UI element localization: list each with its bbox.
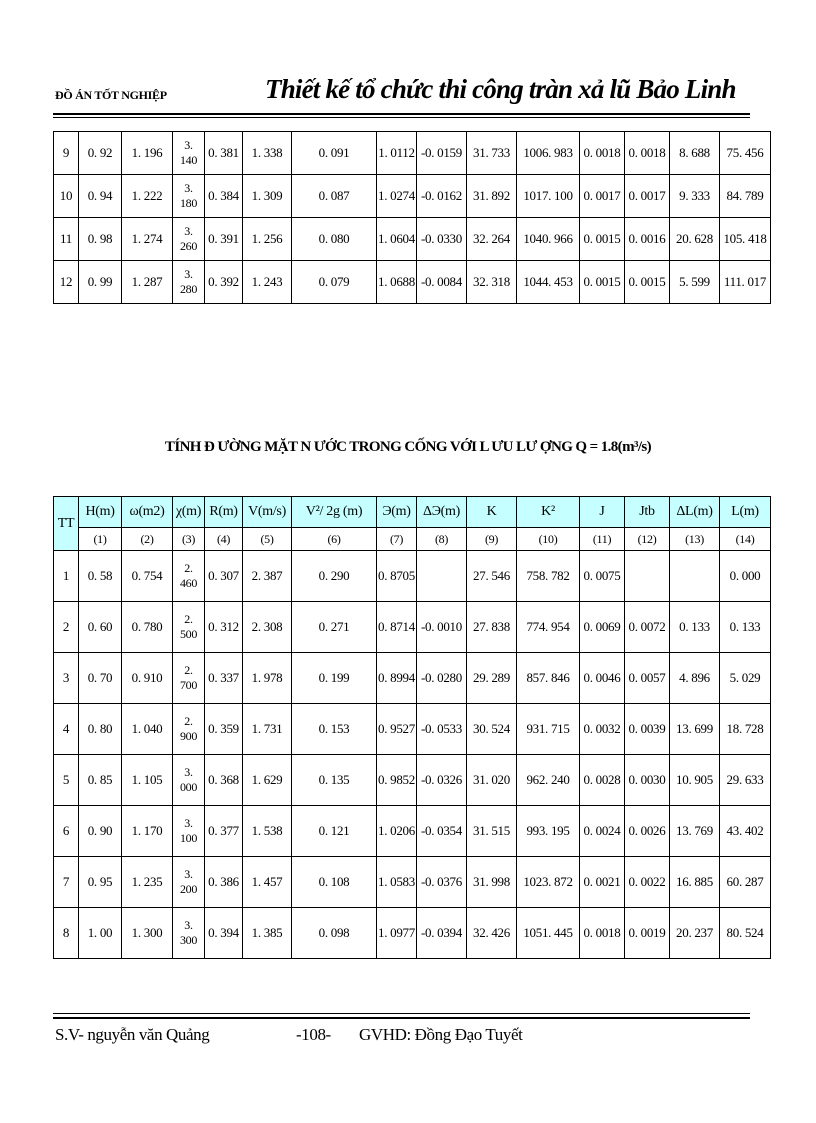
column-header: ΔЭ(m) — [417, 497, 467, 528]
column-header: K — [467, 497, 517, 528]
table-cell: 0. 0028 — [580, 755, 625, 806]
table-row — [54, 602, 771, 653]
top-table — [53, 131, 771, 304]
table-cell: 9 — [54, 132, 79, 175]
table-cell: 80. 524 — [720, 908, 771, 959]
table-cell: 0. 0017 — [580, 175, 625, 218]
table-cell: 0. 381 — [205, 132, 243, 175]
table-cell: 1. 235 — [122, 857, 173, 908]
cell-line: 2. — [184, 561, 193, 575]
table-cell: -0. 0326 — [417, 755, 467, 806]
column-header: K² — [517, 497, 580, 528]
table-cell: 0. 091 — [292, 132, 377, 175]
column-header: J — [580, 497, 625, 528]
table-cell: 0. 99 — [79, 261, 122, 304]
table-cell: 8 — [54, 908, 79, 959]
column-number: (6) — [292, 528, 377, 551]
table-cell: 11 — [54, 218, 79, 261]
table-cell: 0. 80 — [79, 704, 122, 755]
table-cell: 0. 080 — [292, 218, 377, 261]
table-cell: 1. 629 — [243, 755, 292, 806]
table-cell: 0. 386 — [205, 857, 243, 908]
table-cell: 1. 170 — [122, 806, 173, 857]
table-cell: -0. 0330 — [417, 218, 467, 261]
table-cell: 0. 368 — [205, 755, 243, 806]
cell-line: 3. — [184, 918, 193, 932]
table-cell: 0. 0075 — [580, 551, 625, 602]
table-cell: 1006. 983 — [517, 132, 580, 175]
cell-line: 180 — [179, 196, 198, 210]
table-cell: 4. 896 — [670, 653, 720, 704]
table-cell: 0. 94 — [79, 175, 122, 218]
table-cell: 1. 040 — [122, 704, 173, 755]
column-header: V²/ 2g (m) — [292, 497, 377, 528]
table-row — [54, 857, 771, 908]
table-cell: 0. 0018 — [625, 132, 670, 175]
table-cell: 1. 105 — [122, 755, 173, 806]
table-cell: 0. 337 — [205, 653, 243, 704]
header-left-label: ĐỒ ÁN TỐT NGHIỆP — [55, 88, 167, 102]
header-rule-thin — [53, 117, 750, 118]
cell-line: 260 — [179, 239, 198, 253]
table-cell — [625, 551, 670, 602]
cell-line: 3. — [184, 867, 193, 881]
table-cell: 0. 135 — [292, 755, 377, 806]
table-cell: 1. 978 — [243, 653, 292, 704]
cell-line: 460 — [179, 576, 198, 590]
table-cell: 0. 098 — [292, 908, 377, 959]
table-cell: 3 — [54, 653, 79, 704]
table-cell: 0. 391 — [205, 218, 243, 261]
table-cell: 60. 287 — [720, 857, 771, 908]
table-cell: 8. 688 — [670, 132, 720, 175]
table-cell: 0. 8714 — [377, 602, 417, 653]
table-cell — [173, 908, 205, 959]
table-cell: 0. 377 — [205, 806, 243, 857]
table-cell: 27. 838 — [467, 602, 517, 653]
cell-line: 500 — [179, 627, 198, 641]
table-cell: 1. 243 — [243, 261, 292, 304]
table-cell: 12 — [54, 261, 79, 304]
column-header: ω(m2) — [122, 497, 173, 528]
cell-line: 3. — [184, 267, 193, 281]
table-cell: 0. 0022 — [625, 857, 670, 908]
table-cell — [173, 175, 205, 218]
table-cell: 0. 0015 — [580, 218, 625, 261]
footer-page-number: -108- — [296, 1025, 331, 1044]
table-cell: 1. 309 — [243, 175, 292, 218]
table-cell: 1. 287 — [122, 261, 173, 304]
document-title: Thiết kế tổ chức thi công tràn xả lũ Bảo Linh — [265, 74, 736, 104]
table-cell: 0. 0057 — [625, 653, 670, 704]
table-cell: 75. 456 — [720, 132, 771, 175]
table-cell: 13. 769 — [670, 806, 720, 857]
table-cell: 31. 998 — [467, 857, 517, 908]
table-cell: 774. 954 — [517, 602, 580, 653]
table-cell: 9. 333 — [670, 175, 720, 218]
table-cell: 0. 0026 — [625, 806, 670, 857]
cell-line: 000 — [179, 780, 198, 794]
table-cell: 1. 457 — [243, 857, 292, 908]
cell-line: 100 — [179, 831, 198, 845]
table-cell: 0. 0046 — [580, 653, 625, 704]
table-cell: -0. 0084 — [417, 261, 467, 304]
table-cell: 2. 387 — [243, 551, 292, 602]
table-cell: 0. 0015 — [580, 261, 625, 304]
column-header: χ(m) — [173, 497, 205, 528]
table-cell: 0. 90 — [79, 806, 122, 857]
table-cell: 0. 9527 — [377, 704, 417, 755]
table-cell: 0. 0015 — [625, 261, 670, 304]
table-cell: 1017. 100 — [517, 175, 580, 218]
table-cell — [173, 132, 205, 175]
table-cell: 4 — [54, 704, 79, 755]
table-cell: 1. 222 — [122, 175, 173, 218]
column-header: L(m) — [720, 497, 771, 528]
column-number: (3) — [173, 528, 205, 551]
table-cell: 16. 885 — [670, 857, 720, 908]
table-cell: 0. 0030 — [625, 755, 670, 806]
section-title: TÍNH Đ ƯỜNG MẶT N ƯỚC TRONG CỐNG VỚI L ƯU LƯ ỢNG Q = 1.8(m³/s) — [164, 439, 652, 455]
table-cell: 0. 0024 — [580, 806, 625, 857]
table-cell: 30. 524 — [467, 704, 517, 755]
table-cell: 1. 196 — [122, 132, 173, 175]
table-cell: 29. 633 — [720, 755, 771, 806]
table-cell: 10 — [54, 175, 79, 218]
column-number: (7) — [377, 528, 417, 551]
table-cell: 0. 0018 — [580, 132, 625, 175]
table-cell: 993. 195 — [517, 806, 580, 857]
table-cell — [670, 551, 720, 602]
table-cell: 1. 0274 — [377, 175, 417, 218]
table-cell: 1. 0112 — [377, 132, 417, 175]
table-cell: 29. 289 — [467, 653, 517, 704]
table-cell: 0. 133 — [670, 602, 720, 653]
table-cell: 0. 910 — [122, 653, 173, 704]
cell-line: 3. — [184, 138, 193, 152]
table-cell: 0. 0016 — [625, 218, 670, 261]
table-cell: 0. 384 — [205, 175, 243, 218]
table-cell: 18. 728 — [720, 704, 771, 755]
table-cell: 0. 121 — [292, 806, 377, 857]
table-cell: -0. 0010 — [417, 602, 467, 653]
cell-line: 280 — [179, 282, 198, 296]
cell-line: 900 — [179, 729, 198, 743]
table-cell: 0. 85 — [79, 755, 122, 806]
table-row — [54, 551, 771, 602]
column-number: (14) — [720, 528, 771, 551]
table-cell: 758. 782 — [517, 551, 580, 602]
table-row — [54, 132, 771, 175]
table-cell: 1044. 453 — [517, 261, 580, 304]
table-cell: 0. 359 — [205, 704, 243, 755]
table-cell: 0. 8705 — [377, 551, 417, 602]
column-number: (12) — [625, 528, 670, 551]
table-cell: 31. 892 — [467, 175, 517, 218]
table-cell: 1. 0583 — [377, 857, 417, 908]
cell-line: 2. — [184, 663, 193, 677]
table-cell: 1. 0977 — [377, 908, 417, 959]
table-cell — [173, 261, 205, 304]
column-header: ΔL(m) — [670, 497, 720, 528]
footer-rule-thin — [53, 1013, 750, 1014]
table-cell: 5 — [54, 755, 79, 806]
table-cell: 0. 754 — [122, 551, 173, 602]
table-row — [54, 653, 771, 704]
table-cell: 32. 426 — [467, 908, 517, 959]
table-cell: -0. 0376 — [417, 857, 467, 908]
table-cell: 31. 733 — [467, 132, 517, 175]
table-cell: 0. 290 — [292, 551, 377, 602]
table-cell: 1 — [54, 551, 79, 602]
cell-line: 300 — [179, 933, 198, 947]
table-cell: 0. 58 — [79, 551, 122, 602]
table-cell: -0. 0533 — [417, 704, 467, 755]
table-cell — [173, 704, 205, 755]
table-cell: 0. 60 — [79, 602, 122, 653]
table-row — [54, 755, 771, 806]
table-cell: 0. 8994 — [377, 653, 417, 704]
footer-rule — [53, 1017, 750, 1019]
table-cell: 1023. 872 — [517, 857, 580, 908]
table-cell — [173, 653, 205, 704]
cell-line: 140 — [179, 153, 198, 167]
table-cell: 0. 307 — [205, 551, 243, 602]
table-cell: -0. 0159 — [417, 132, 467, 175]
table-cell: 0. 95 — [79, 857, 122, 908]
table-cell: 1. 00 — [79, 908, 122, 959]
table-cell: 5. 029 — [720, 653, 771, 704]
column-header: V(m/s) — [243, 497, 292, 528]
table-cell: 0. 000 — [720, 551, 771, 602]
footer-student: S.V- nguyễn văn Quảng — [55, 1025, 210, 1044]
table-cell: 31. 515 — [467, 806, 517, 857]
table-cell: 0. 392 — [205, 261, 243, 304]
column-header: Jtb — [625, 497, 670, 528]
column-number: (5) — [243, 528, 292, 551]
table-cell: 0. 9852 — [377, 755, 417, 806]
table-cell — [173, 806, 205, 857]
column-number: (1) — [79, 528, 122, 551]
column-number: (2) — [122, 528, 173, 551]
table-cell: 6 — [54, 806, 79, 857]
cell-line: 2. — [184, 714, 193, 728]
table-cell: 931. 715 — [517, 704, 580, 755]
column-header: Э(m) — [377, 497, 417, 528]
table-cell: 27. 546 — [467, 551, 517, 602]
table-cell: 0. 98 — [79, 218, 122, 261]
table-cell: 31. 020 — [467, 755, 517, 806]
table-cell: 105. 418 — [720, 218, 771, 261]
column-number: (11) — [580, 528, 625, 551]
main-table — [53, 496, 771, 959]
column-number: (8) — [417, 528, 467, 551]
table-cell: 20. 237 — [670, 908, 720, 959]
table-cell: 0. 394 — [205, 908, 243, 959]
table-cell: 1051. 445 — [517, 908, 580, 959]
table-cell — [417, 551, 467, 602]
table-cell: 0. 199 — [292, 653, 377, 704]
table-cell: 32. 318 — [467, 261, 517, 304]
table-cell — [173, 551, 205, 602]
table-cell: 10. 905 — [670, 755, 720, 806]
table-cell: 13. 699 — [670, 704, 720, 755]
table-cell: 2 — [54, 602, 79, 653]
table-row — [54, 704, 771, 755]
cell-line: 3. — [184, 816, 193, 830]
column-header: TT — [54, 497, 79, 551]
table-row — [54, 806, 771, 857]
table-row — [54, 175, 771, 218]
table-cell: 0. 271 — [292, 602, 377, 653]
table-cell: 1. 256 — [243, 218, 292, 261]
table-cell: 0. 0021 — [580, 857, 625, 908]
table-cell: 0. 0017 — [625, 175, 670, 218]
table-cell — [173, 218, 205, 261]
table-cell: 1. 338 — [243, 132, 292, 175]
table-cell: -0. 0394 — [417, 908, 467, 959]
table-cell: -0. 0354 — [417, 806, 467, 857]
cell-line: 2. — [184, 612, 193, 626]
table-cell: -0. 0162 — [417, 175, 467, 218]
table-cell: 0. 0069 — [580, 602, 625, 653]
table-cell: 0. 0072 — [625, 602, 670, 653]
table-cell: 0. 087 — [292, 175, 377, 218]
table-cell: 20. 628 — [670, 218, 720, 261]
table-row — [54, 218, 771, 261]
cell-line: 3. — [184, 181, 193, 195]
table-cell: 84. 789 — [720, 175, 771, 218]
table-cell: 0. 0019 — [625, 908, 670, 959]
column-number: (10) — [517, 528, 580, 551]
table-cell: 7 — [54, 857, 79, 908]
table-cell: 1. 300 — [122, 908, 173, 959]
table-cell: 1040. 966 — [517, 218, 580, 261]
table-cell: 5. 599 — [670, 261, 720, 304]
table-cell: 0. 108 — [292, 857, 377, 908]
table-cell: 0. 0018 — [580, 908, 625, 959]
table-cell: 0. 70 — [79, 653, 122, 704]
table-cell: 0. 780 — [122, 602, 173, 653]
cell-line: 3. — [184, 224, 193, 238]
table-cell — [173, 755, 205, 806]
column-number: (4) — [205, 528, 243, 551]
table-cell: -0. 0280 — [417, 653, 467, 704]
table-cell: 1. 0206 — [377, 806, 417, 857]
column-header: H(m) — [79, 497, 122, 528]
table-cell: 2. 308 — [243, 602, 292, 653]
table-cell — [173, 602, 205, 653]
table-cell: 962. 240 — [517, 755, 580, 806]
table-cell: 0. 312 — [205, 602, 243, 653]
cell-line: 200 — [179, 882, 198, 896]
table-cell — [173, 857, 205, 908]
table-cell: 43. 402 — [720, 806, 771, 857]
column-header: R(m) — [205, 497, 243, 528]
table-cell: 0. 92 — [79, 132, 122, 175]
table-cell: 1. 0604 — [377, 218, 417, 261]
table-cell: 857. 846 — [517, 653, 580, 704]
table-cell: 0. 133 — [720, 602, 771, 653]
table-cell: 1. 0688 — [377, 261, 417, 304]
table-cell: 111. 017 — [720, 261, 771, 304]
cell-line: 700 — [179, 678, 198, 692]
table-cell: 1. 274 — [122, 218, 173, 261]
column-number: (13) — [670, 528, 720, 551]
table-cell: 0. 153 — [292, 704, 377, 755]
table-row — [54, 261, 771, 304]
table-cell: 0. 0039 — [625, 704, 670, 755]
cell-line: 3. — [184, 765, 193, 779]
table-cell: 32. 264 — [467, 218, 517, 261]
table-cell: 0. 079 — [292, 261, 377, 304]
footer-advisor: GVHD: Đồng Đạo Tuyết — [359, 1025, 523, 1044]
header-rule — [53, 113, 750, 115]
table-cell: 1. 385 — [243, 908, 292, 959]
table-cell: 0. 0032 — [580, 704, 625, 755]
column-number: (9) — [467, 528, 517, 551]
table-cell: 1. 731 — [243, 704, 292, 755]
table-row — [54, 908, 771, 959]
table-cell: 1. 538 — [243, 806, 292, 857]
